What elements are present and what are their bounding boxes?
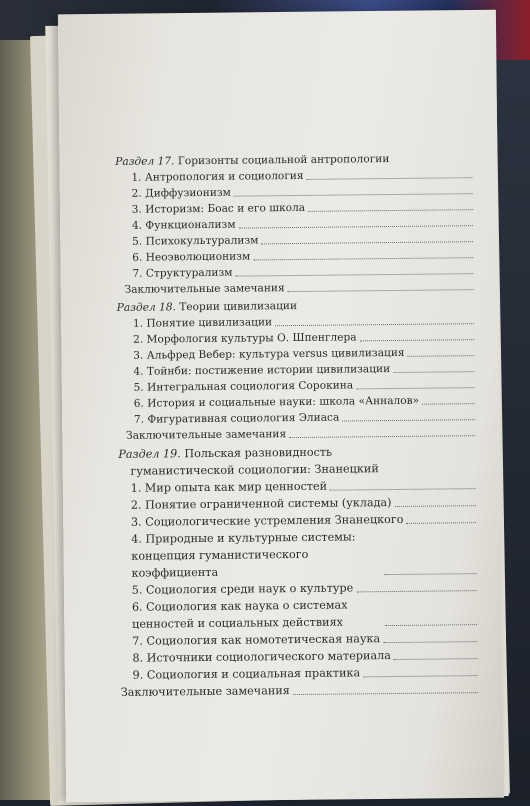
dot-leader	[236, 273, 474, 276]
dot-leader	[289, 435, 475, 438]
entry-text: 6. История и социальные науки: школа «Анналов»	[133, 394, 420, 410]
entry-text: 4. Функционализм	[131, 218, 236, 232]
entry-text: 2. Диффузионизм	[131, 186, 231, 200]
dot-leader	[288, 289, 474, 292]
dot-leader	[406, 522, 476, 524]
dot-leader	[385, 573, 477, 575]
entry-text: 5. Интегральная социология Сорокина	[133, 379, 354, 394]
entry-text: 4. Природные и культурные системы: концепция гуманистического коэффициента	[131, 530, 356, 580]
dot-leader	[356, 387, 474, 389]
dot-leader	[342, 419, 475, 421]
entry-text: 8. Источники социологического материала	[132, 649, 391, 665]
section-heading-line1: Польская разновидность	[184, 445, 333, 461]
entry-text: 3. Альфред Вебер: культура versus цивилизация	[133, 346, 405, 362]
entry-text: 6. Социология как наука о системах ценностей и социальных действиях	[131, 598, 348, 631]
dot-leader	[383, 641, 477, 643]
entry-text: 1. Антропология и социология	[131, 169, 304, 184]
dot-leader	[395, 505, 476, 507]
dot-leader	[385, 624, 477, 626]
toc-entry	[119, 527, 480, 582]
table-of-contents	[115, 148, 481, 701]
section-heading: Теории цивилизации	[179, 300, 298, 314]
entry-text: 7. Структурализм	[132, 266, 233, 280]
entry-text: 5. Психокультурализм	[132, 234, 259, 248]
entry-text: 3. Социологические устремления Знанецкого	[130, 512, 404, 529]
section-17	[115, 150, 476, 298]
dot-leader	[307, 177, 473, 180]
entry-text: 2. Морфология культуры О. Шпенглера	[133, 331, 357, 346]
section-19	[118, 442, 481, 701]
toc-entry	[120, 595, 480, 633]
dot-leader	[262, 241, 474, 244]
entry-text: Заключительные замечания	[126, 428, 287, 442]
entry-text: 4. Тойнби: постижение истории цивилизации	[133, 363, 391, 378]
dot-leader	[408, 355, 475, 357]
entry-text: 3. Историзм: Боас и его школа	[131, 201, 306, 216]
section-label: Раздел 17.	[115, 155, 175, 168]
section-label: Раздел 19.	[118, 447, 181, 461]
toc-entry	[116, 278, 476, 298]
section-18	[117, 296, 478, 444]
section-label: Раздел 18.	[116, 301, 177, 314]
dot-leader	[308, 209, 473, 212]
entry-text: 9. Социология и социальная практика	[132, 666, 361, 682]
dot-leader	[393, 371, 474, 373]
entry-text: 7. Социология как номотетическая наука	[132, 632, 381, 648]
dot-leader	[330, 488, 476, 491]
dot-leader	[293, 692, 478, 695]
dot-leader	[356, 590, 476, 592]
entry-text: 7. Фигуративная социология Элиаса	[133, 411, 340, 426]
dot-leader	[275, 323, 474, 326]
entry-text: 1. Мир опыта как мир ценностей	[130, 479, 328, 495]
entry-text: Заключительные замечания	[120, 684, 290, 699]
section-heading: Горизонты социальной антропологии	[177, 153, 390, 168]
dot-leader	[363, 675, 477, 677]
entry-text: 6. Неоэволюционизм	[132, 250, 251, 264]
dot-leader	[234, 193, 473, 196]
entry-text: 2. Понятие ограниченной системы (уклада)	[130, 496, 392, 512]
dot-leader	[360, 339, 475, 341]
dot-leader	[422, 403, 475, 405]
entry-text: 5. Социология среди наук о культуре	[131, 581, 354, 597]
entry-text: Заключительные замечания	[124, 282, 285, 296]
toc-entry	[118, 424, 478, 444]
entry-text: 1. Понятие цивилизации	[132, 316, 273, 330]
dot-leader	[239, 225, 473, 228]
section-heading-line2: гуманистической социологии: Знанецкий	[130, 462, 379, 478]
dot-leader	[253, 257, 473, 260]
dot-leader	[394, 658, 478, 660]
